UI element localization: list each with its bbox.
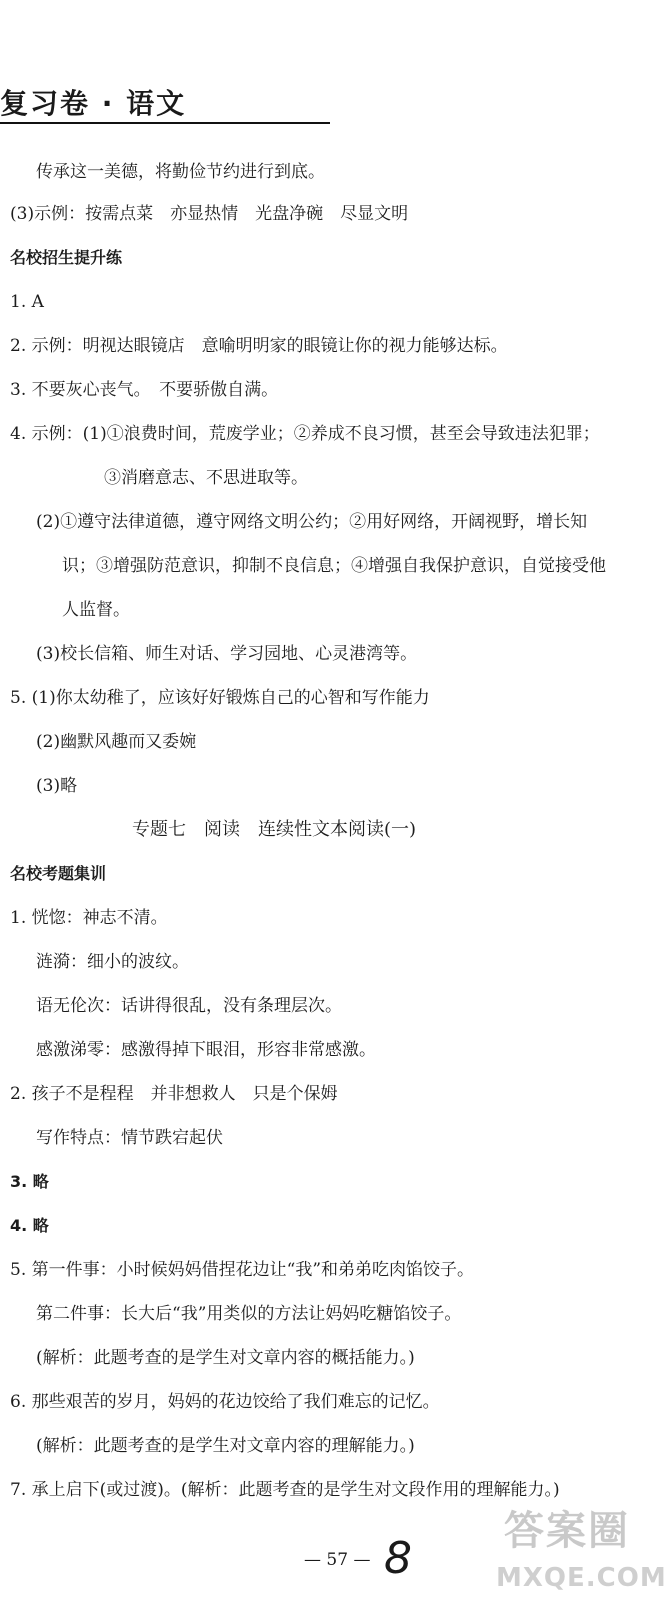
text-line: (2)①遵守法律道德，遵守网络文明公约；②用好网络，开阔视野，增长知 xyxy=(36,512,588,532)
section-title: 专题七 阅读 连续性文本阅读(一) xyxy=(132,819,417,840)
text-line: 识；③增强防范意识，抑制不良信息；④增强自我保护意识，自觉接受他 xyxy=(62,556,606,576)
watermark-url: MXQE.COM xyxy=(496,1563,667,1593)
page-header xyxy=(0,82,330,122)
subsection-heading: 名校考题集训 xyxy=(10,864,107,883)
text-line: (3)示例：按需点菜 亦显热情 光盘净碗 尽显文明 xyxy=(10,204,409,224)
text-line: 6. 那些艰苦的岁月，妈妈的花边饺给了我们难忘的记忆。 xyxy=(10,1392,440,1412)
text-line: 3. 不要灰心丧气。 不要骄傲自满。 xyxy=(10,380,279,400)
header-title: 复习卷 · 语文 xyxy=(0,87,187,120)
text-line: (2)幽默风趣而又委婉 xyxy=(36,732,197,752)
text-line: 5. (1)你太幼稚了，应该好好锻炼自己的心智和写作能力 xyxy=(10,688,430,708)
text-line: (3)校长信箱、师生对话、学习园地、心灵港湾等。 xyxy=(36,644,418,664)
text-line: (3)略 xyxy=(36,776,78,796)
subsection-heading: 名校招生提升练 xyxy=(10,248,123,267)
watermark-text: 答案圈 xyxy=(504,1508,630,1554)
watermark-logo xyxy=(486,1508,667,1596)
text-line: (解析：此题考查的是学生对文章内容的理解能力。) xyxy=(36,1436,415,1456)
header-rule xyxy=(0,122,330,124)
text-line: 1. 恍惚：神志不清。 xyxy=(10,908,168,928)
text-line: 7. 承上启下(或过渡)。(解析：此题考查的是学生对文段作用的理解能力。) xyxy=(10,1480,560,1500)
text-line: 人监督。 xyxy=(62,600,130,620)
text-line: 写作特点：情节跌宕起伏 xyxy=(36,1128,223,1148)
text-line: 4. 示例：(1)①浪费时间，荒废学业；②养成不良习惯，甚至会导致违法犯罪； xyxy=(10,424,600,444)
page-number: — 57 — xyxy=(304,1550,371,1570)
text-line: (解析：此题考查的是学生对文章内容的概括能力。) xyxy=(36,1348,415,1368)
text-line: 4. 略 xyxy=(10,1216,49,1235)
text-line: 涟漪：细小的波纹。 xyxy=(36,952,189,972)
text-line: 传承这一美德，将勤俭节约进行到底。 xyxy=(36,162,325,182)
text-line: 语无伦次：话讲得很乱，没有条理层次。 xyxy=(36,996,342,1016)
text-line: 第二件事：长大后“我”用类似的方法让妈妈吃糖馅饺子。 xyxy=(36,1304,462,1324)
text-line: 1. A xyxy=(10,292,44,312)
handwritten-mark: 8 xyxy=(384,1533,412,1584)
text-line: 感激涕零：感激得掉下眼泪，形容非常感激。 xyxy=(36,1040,376,1060)
text-line: 2. 孩子不是程程 并非想救人 只是个保姆 xyxy=(10,1084,338,1104)
text-line: 3. 略 xyxy=(10,1172,49,1191)
text-line: 2. 示例：明视达眼镜店 意喻明明家的眼镜让你的视力能够达标。 xyxy=(10,336,508,356)
text-line: ③消磨意志、不思进取等。 xyxy=(104,468,308,488)
text-line: 5. 第一件事：小时候妈妈借捏花边让“我”和弟弟吃肉馅饺子。 xyxy=(10,1260,475,1280)
